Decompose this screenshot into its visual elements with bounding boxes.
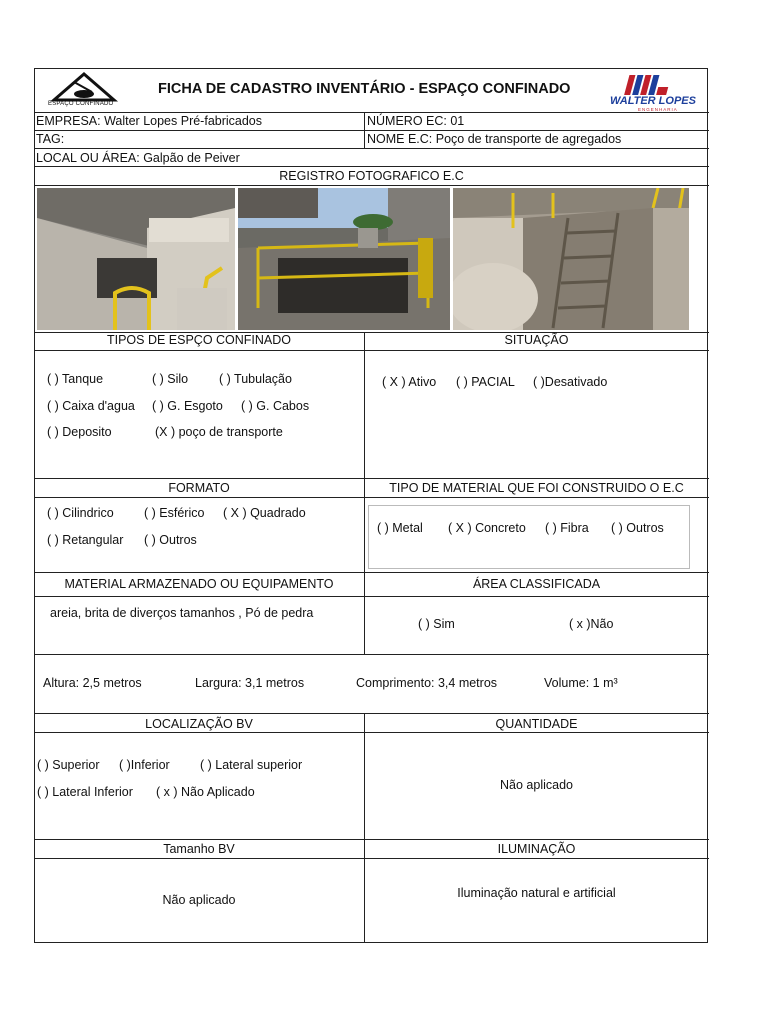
numero-ec-field: NÚMERO EC: 01 [367, 114, 465, 128]
page-title: FICHA DE CADASTRO INVENTÁRIO - ESPAÇO CONFINADO [158, 81, 571, 97]
option-metal[interactable]: ( ) Metal [377, 521, 423, 535]
largura-value: Largura: 3,1 metros [195, 676, 305, 690]
situacao-heading: SITUAÇÃO [504, 333, 569, 347]
option-retangular[interactable]: ( ) Retangular [47, 533, 124, 547]
altura-value: Altura: 2,5 metros [43, 676, 142, 690]
option-quadrado[interactable]: ( X ) Quadrado [223, 506, 306, 520]
option-area-sim[interactable]: ( ) Sim [418, 617, 455, 631]
localizacao-bv-heading: LOCALIZAÇÃO BV [145, 717, 253, 731]
option-lateral-superior[interactable]: ( ) Lateral superior [200, 758, 303, 772]
option-nao-aplicado[interactable]: ( x ) Não Aplicado [156, 785, 255, 799]
option-caixa-dagua[interactable]: ( ) Caixa d'agua [47, 399, 135, 413]
logo-caption: ESPAÇO CONFINADO [48, 101, 114, 107]
material-armazenado-heading: MATERIAL ARMAZENADO OU EQUIPAMENTO [64, 577, 334, 591]
photo-registry-heading: REGISTRO FOTOGRAFICO E.C [279, 169, 464, 183]
photo-2 [238, 188, 450, 330]
option-g-cabos[interactable]: ( ) G. Cabos [241, 399, 310, 413]
option-desativado[interactable]: ( )Desativado [533, 375, 608, 389]
tipos-heading: TIPOS DE ESPÇO CONFINADO [106, 333, 292, 347]
walter-lopes-logo-subtext: ENGENHARIA [638, 107, 678, 112]
option-lateral-inferior[interactable]: ( ) Lateral Inferior [37, 785, 133, 799]
option-outros-formato[interactable]: ( ) Outros [144, 533, 197, 547]
empresa-field: EMPRESA: Walter Lopes Pré-fabricados [36, 114, 263, 128]
option-deposito[interactable]: ( ) Deposito [47, 425, 112, 439]
walter-lopes-logo-text: WALTER LOPES [610, 95, 696, 107]
option-esferico[interactable]: ( ) Esférico [144, 506, 205, 520]
comprimento-value: Comprimento: 3,4 metros [356, 676, 498, 690]
photo-1 [37, 188, 235, 330]
walter-lopes-logo [608, 73, 696, 112]
area-classificada-heading: ÁREA CLASSIFICADA [472, 577, 601, 591]
walter-lopes-mark-icon [608, 73, 692, 97]
option-area-nao[interactable]: ( x )Não [569, 617, 614, 631]
iluminacao-value: Iluminação natural e artificial [457, 886, 616, 900]
option-parcial[interactable]: ( ) PACIAL [456, 375, 515, 389]
photo-3 [453, 188, 689, 330]
option-ativo[interactable]: ( X ) Ativo [382, 375, 437, 389]
quantidade-value: Não aplicado [500, 778, 573, 792]
volume-value: Volume: 1 m³ [544, 676, 618, 690]
local-area-field: LOCAL OU ÁREA: Galpão de Peiver [36, 151, 240, 165]
option-poco-transporte[interactable]: (X ) poço de transporte [155, 425, 283, 439]
option-tanque[interactable]: ( ) Tanque [47, 372, 104, 386]
option-cilindrico[interactable]: ( ) Cilindrico [47, 506, 114, 520]
tag-field: TAG: [36, 132, 65, 146]
material-armazenado-value: areia, brita de diverços tamanhos , Pó de pedra [50, 606, 314, 620]
option-outros-material[interactable]: ( ) Outros [611, 521, 664, 535]
nome-ec-field: NOME E.C: Poço de transporte de agregados [367, 132, 622, 146]
material-tipo-box [368, 505, 690, 569]
option-fibra[interactable]: ( ) Fibra [545, 521, 589, 535]
option-concreto[interactable]: ( X ) Concreto [448, 521, 526, 535]
tamanho-bv-heading: Tamanho BV [163, 842, 235, 856]
option-tubulacao[interactable]: ( ) Tubulação [219, 372, 292, 386]
formato-heading: FORMATO [168, 481, 230, 495]
option-silo[interactable]: ( ) Silo [152, 372, 189, 386]
quantidade-heading: QUANTIDADE [495, 717, 578, 731]
tamanho-bv-value: Não aplicado [162, 893, 236, 907]
option-superior[interactable]: ( ) Superior [37, 758, 100, 772]
option-g-esgoto[interactable]: ( ) G. Esgoto [152, 399, 223, 413]
option-inferior[interactable]: ( )Inferior [119, 758, 170, 772]
material-tipo-heading: TIPO DE MATERIAL QUE FOI CONSTRUIDO O E.C [389, 481, 684, 495]
iluminacao-heading: ILUMINAÇÃO [497, 842, 576, 856]
